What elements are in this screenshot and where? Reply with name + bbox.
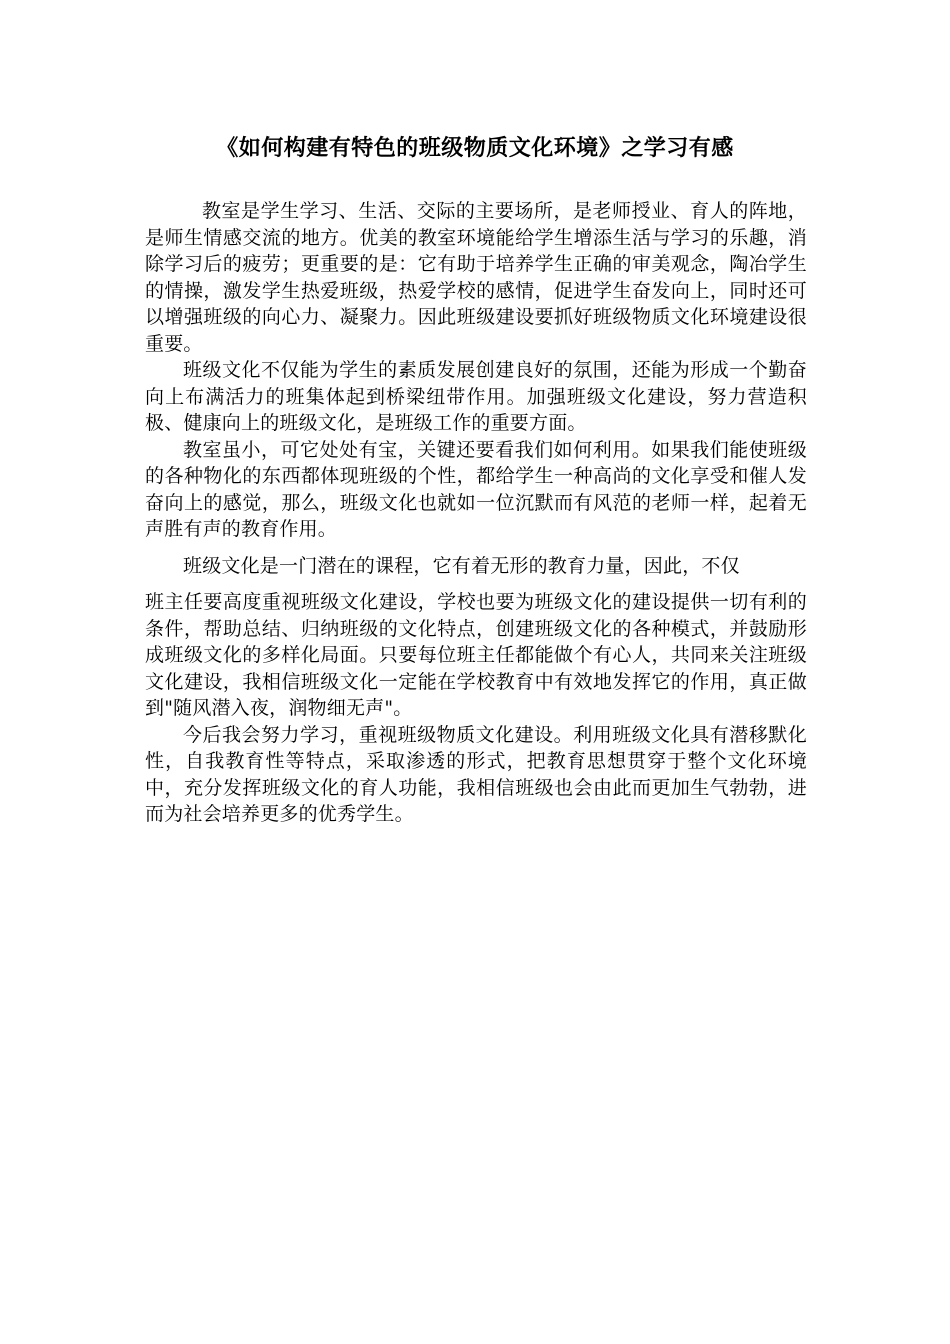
paragraph-2: 班级文化不仅能为学生的素质发展创建良好的氛围，还能为形成一个勤奋向上布满活力的班集体起到桥梁纽带作用。加强班级文化建设，努力营造积极、健康向上的班级文化，是班级工作的重要方面。 xyxy=(145,359,807,434)
document-title: 《如何构建有特色的班级物质文化环境》之学习有感 xyxy=(216,135,734,161)
paragraph-3: 教室虽小，可它处处有宝，关键还要看我们如何利用。如果我们能使班级的各种物化的东西都体现班级的个性，都给学生一种高尚的文化享受和催人发奋向上的感觉，那么，班级文化也就如一位沉默而有风范的老师一样，起着无声胜有声的教育作用。 xyxy=(145,438,807,540)
paragraph-1: 教室是学生学习、生活、交际的主要场所，是老师授业、育人的阵地，是师生情感交流的地方。优美的教室环境能给学生增添生活与学习的乐趣，消除学习后的疲劳；更重要的是：它有助于培养学生正确的审美观念，陶冶学生的情操，激发学生热爱班级，热爱学校的感情，促进学生奋发向上，同时还可以增强班级的向心力、凝聚力。因此班级建设要抓好班级物质文化环境建设很重要。 xyxy=(145,200,807,355)
paragraph-4 xyxy=(145,553,807,722)
paragraph-4-continuation: 班主任要高度重视班级文化建设，学校也要为班级文化的建设提供一切有利的条件，帮助总结、归纳班级的文化特点，创建班级文化的各种模式，并鼓励形成班级文化的多样化局面。只要每位班主任都能做个有心人，共同来关注班级文化建设，我相信班级文化一定能在学校教育中有效地发挥它的作用，真正做到"随风潜入夜，润物细无声"。 xyxy=(145,591,807,719)
paragraph-4-first-line: 班级文化是一门潜在的课程，它有着无形的教育力量，因此，不仅 xyxy=(183,554,740,577)
paragraph-5: 今后我会努力学习，重视班级物质文化建设。利用班级文化具有潜移默化性，自我教育性等特点，采取渗透的形式，把教育思想贯穿于整个文化环境中，充分发挥班级文化的育人功能，我相信班级也会由此而更加生气勃勃，进而为社会培养更多的优秀学生。 xyxy=(145,723,807,825)
document-body xyxy=(145,198,807,828)
